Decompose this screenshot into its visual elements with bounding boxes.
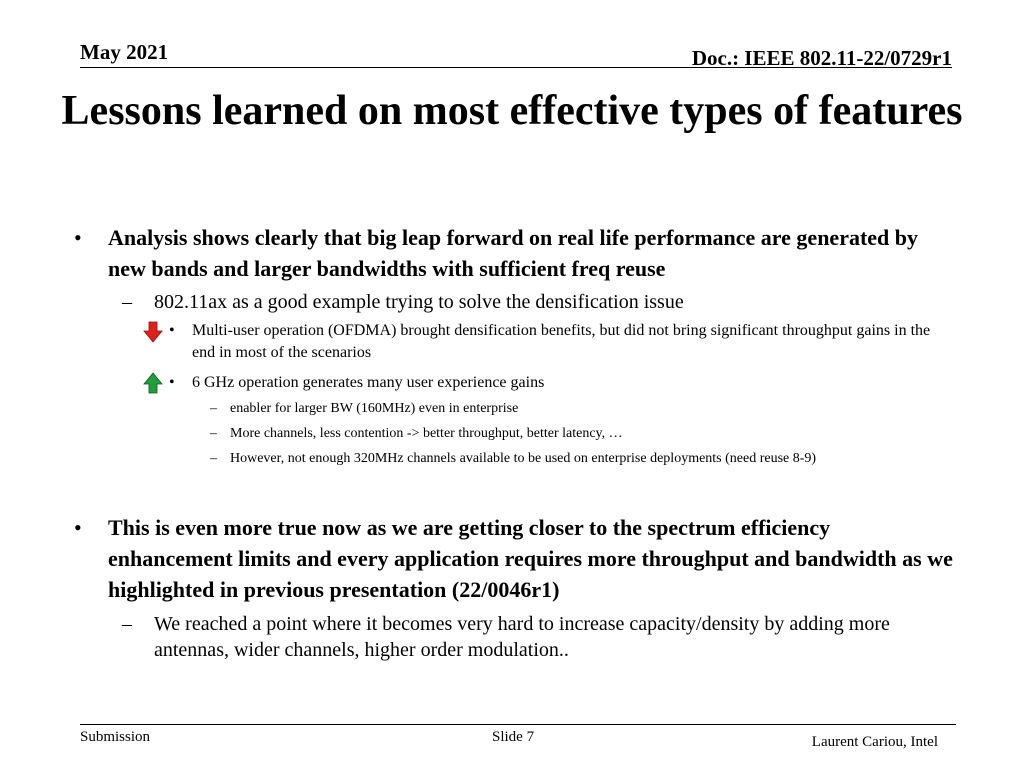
bullet-level4-1 xyxy=(210,399,960,419)
bullet-level3-1 xyxy=(169,320,952,364)
dash-marker: – xyxy=(210,401,217,416)
bullet-text: This is even more true now as we are getting closer to the spectrum efficiency enhancement limits and every application requires more throughput and bandwidth as we highlighted in previous presentation (22/0046r1) xyxy=(108,515,953,602)
dash-marker: – xyxy=(210,451,217,466)
arrow-down-icon xyxy=(143,321,163,343)
footer-author: Laurent Cariou, Intel xyxy=(811,734,938,750)
bullet-marker: • xyxy=(74,515,82,540)
footer-submission: Submission xyxy=(80,729,151,745)
footer-divider xyxy=(80,724,956,725)
header-divider xyxy=(80,67,952,68)
bullet-level4-3 xyxy=(210,449,960,469)
bullet-text: We reached a point where it becomes very hard to increase capacity/density by adding more antennas, wider channels, higher order modulation.. xyxy=(154,613,890,661)
bullet-text: Multi-user operation (OFDMA) brought densification benefits, but did not bring significant throughput gains in the end in most of the scenarios xyxy=(192,322,931,361)
footer-slide-number: Slide 7 xyxy=(492,729,535,745)
dash-marker: – xyxy=(122,291,132,313)
bullet-text: Analysis shows clearly that big leap forward on real life performance are generated by new bands and larger bandwidths with sufficient freq reuse xyxy=(108,225,919,281)
bullet-level4-2 xyxy=(210,424,960,444)
bullet-level2-2 xyxy=(122,611,954,663)
bullet-level1-2 xyxy=(74,512,956,605)
bullet-level3-2 xyxy=(169,372,952,394)
bullet-marker: • xyxy=(74,225,82,250)
bullet-marker: • xyxy=(169,322,175,339)
bullet-text: 6 GHz operation generates many user experience gains xyxy=(192,374,545,391)
bullet-text: enabler for larger BW (160MHz) even in enterprise xyxy=(230,401,519,416)
bullet-text: 802.11ax as a good example trying to solve the densification issue xyxy=(154,291,684,313)
dash-marker: – xyxy=(210,426,217,441)
bullet-text: More channels, less contention -> better throughput, better latency, … xyxy=(230,426,623,441)
dash-marker: – xyxy=(122,613,132,635)
slide-title: Lessons learned on most effective types of features xyxy=(61,88,963,134)
header-date: May 2021 xyxy=(80,40,169,64)
header-doc-id: Doc.: IEEE 802.11-22/0729r1 xyxy=(691,46,952,70)
bullet-text: However, not enough 320MHz channels available to be used on enterprise deployments (need reuse 8-9) xyxy=(230,451,817,466)
bullet-marker: • xyxy=(169,374,175,391)
bullet-level2-1 xyxy=(122,289,944,315)
bullet-level1-1 xyxy=(74,222,938,284)
arrow-up-icon xyxy=(143,372,163,394)
